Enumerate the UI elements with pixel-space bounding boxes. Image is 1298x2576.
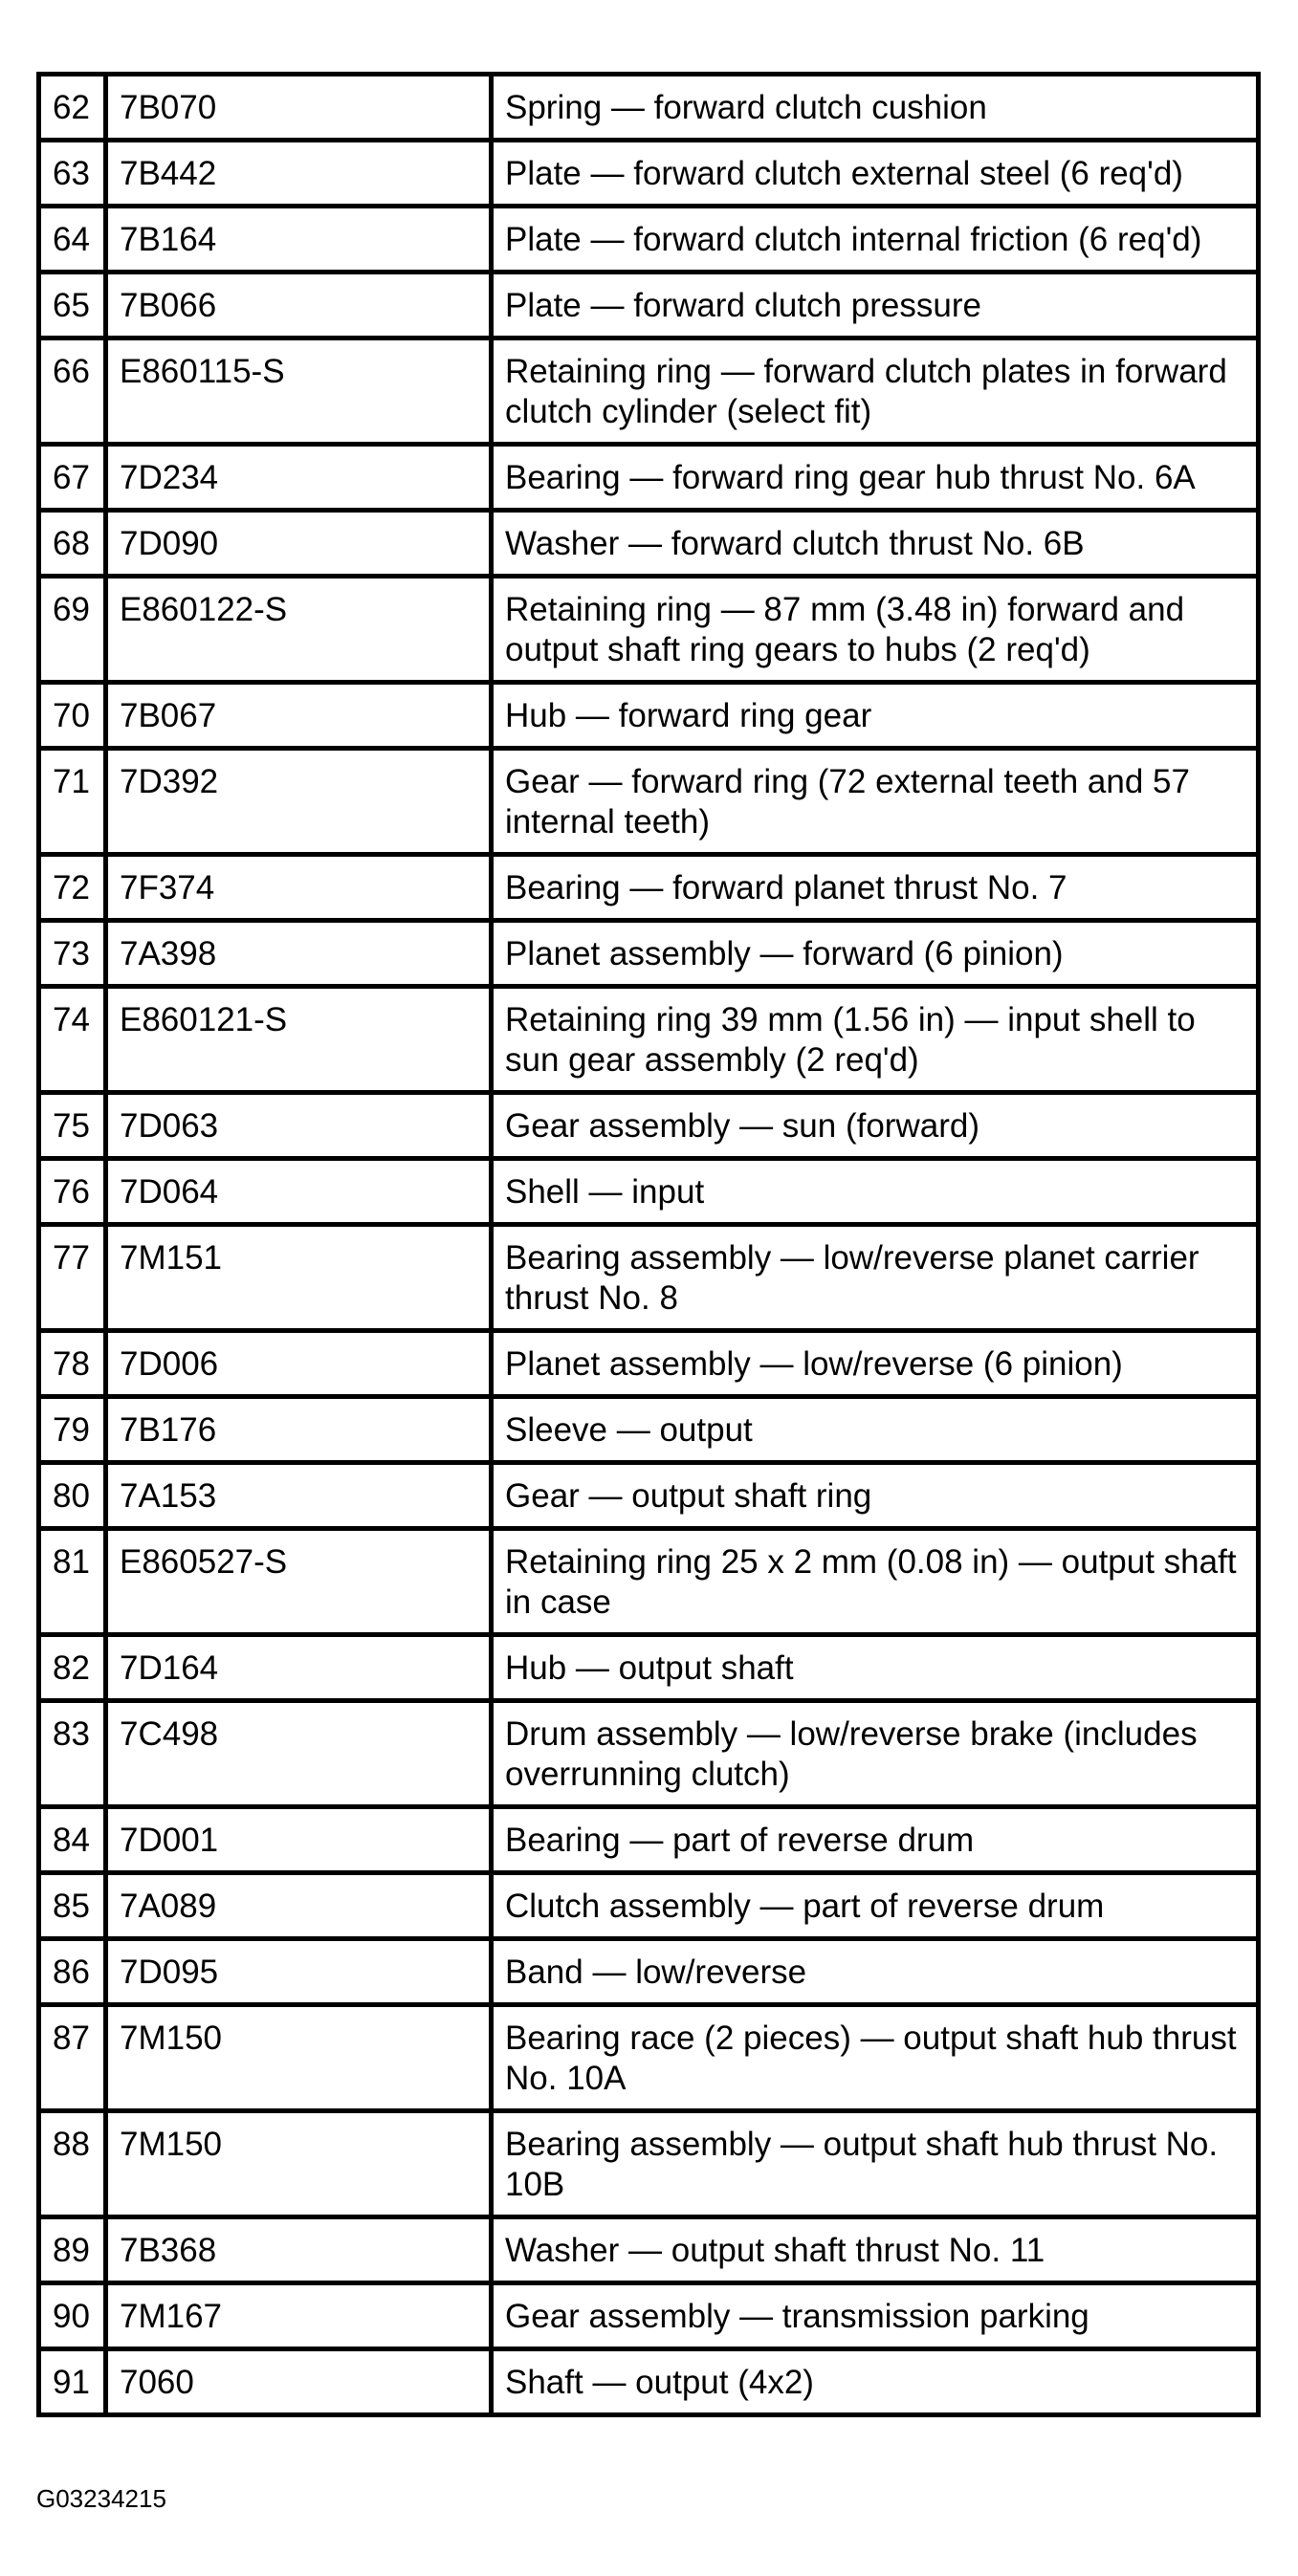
item-number-cell: 66 <box>39 338 106 445</box>
part-number-cell: 7060 <box>106 2349 492 2415</box>
item-number-cell: 68 <box>39 511 106 577</box>
item-number-cell: 65 <box>39 273 106 338</box>
description-cell: Hub — output shaft <box>492 1635 1259 1701</box>
description-cell: Bearing race (2 pieces) — output shaft hub thrust No. 10A <box>492 2005 1259 2111</box>
part-number-cell: 7M151 <box>106 1225 492 1331</box>
part-number-cell: 7M167 <box>106 2283 492 2349</box>
description-cell: Plate — forward clutch external steel (6 req'd) <box>492 141 1259 207</box>
table-row <box>39 273 1259 338</box>
part-number-cell: 7B164 <box>106 207 492 273</box>
table-row <box>39 1807 1259 1873</box>
item-number-cell: 85 <box>39 1873 106 1939</box>
description-cell: Hub — forward ring gear <box>492 683 1259 749</box>
table-row <box>39 141 1259 207</box>
table-row <box>39 2349 1259 2415</box>
item-number-cell: 67 <box>39 445 106 511</box>
table-row <box>39 1939 1259 2005</box>
item-number-cell: 78 <box>39 1331 106 1397</box>
part-number-cell: 7A153 <box>106 1463 492 1529</box>
description-cell: Retaining ring — 87 mm (3.48 in) forward and output shaft ring gears to hubs (2 req'd) <box>492 577 1259 683</box>
description-cell: Shaft — output (4x2) <box>492 2349 1259 2415</box>
description-cell: Bearing — part of reverse drum <box>492 1807 1259 1873</box>
item-number-cell: 75 <box>39 1093 106 1159</box>
part-number-cell: 7M150 <box>106 2111 492 2217</box>
part-number-cell: 7D234 <box>106 445 492 511</box>
item-number-cell: 82 <box>39 1635 106 1701</box>
table-row <box>39 207 1259 273</box>
part-number-cell: E860527-S <box>106 1529 492 1635</box>
description-cell: Gear assembly — sun (forward) <box>492 1093 1259 1159</box>
table-row <box>39 855 1259 921</box>
description-cell: Bearing assembly — output shaft hub thrust No. 10B <box>492 2111 1259 2217</box>
part-number-cell: 7B442 <box>106 141 492 207</box>
table-row <box>39 987 1259 1093</box>
part-number-cell: 7D164 <box>106 1635 492 1701</box>
figure-id: G03234215 <box>36 2484 166 2513</box>
table-row <box>39 749 1259 855</box>
table-row <box>39 445 1259 511</box>
item-number-cell: 91 <box>39 2349 106 2415</box>
item-number-cell: 71 <box>39 749 106 855</box>
description-cell: Retaining ring — forward clutch plates in forward clutch cylinder (select fit) <box>492 338 1259 445</box>
description-cell: Planet assembly — low/reverse (6 pinion) <box>492 1331 1259 1397</box>
part-number-cell: 7B067 <box>106 683 492 749</box>
part-number-cell: 7D006 <box>106 1331 492 1397</box>
part-number-cell: E860121-S <box>106 987 492 1093</box>
parts-table-body <box>39 75 1259 2415</box>
description-cell: Bearing — forward ring gear hub thrust No. 6A <box>492 445 1259 511</box>
item-number-cell: 89 <box>39 2217 106 2283</box>
table-row <box>39 2005 1259 2111</box>
table-row <box>39 1701 1259 1807</box>
table-row <box>39 1529 1259 1635</box>
description-cell: Washer — forward clutch thrust No. 6B <box>492 511 1259 577</box>
part-number-cell: 7C498 <box>106 1701 492 1807</box>
item-number-cell: 76 <box>39 1159 106 1225</box>
part-number-cell: 7M150 <box>106 2005 492 2111</box>
part-number-cell: 7D095 <box>106 1939 492 2005</box>
item-number-cell: 63 <box>39 141 106 207</box>
item-number-cell: 81 <box>39 1529 106 1635</box>
part-number-cell: 7A398 <box>106 921 492 987</box>
part-number-cell: 7D064 <box>106 1159 492 1225</box>
description-cell: Washer — output shaft thrust No. 11 <box>492 2217 1259 2283</box>
table-row <box>39 1331 1259 1397</box>
table-row <box>39 921 1259 987</box>
part-number-cell: E860115-S <box>106 338 492 445</box>
part-number-cell: 7D090 <box>106 511 492 577</box>
table-row <box>39 75 1259 141</box>
part-number-cell: 7B176 <box>106 1397 492 1463</box>
item-number-cell: 87 <box>39 2005 106 2111</box>
item-number-cell: 77 <box>39 1225 106 1331</box>
description-cell: Plate — forward clutch internal friction (6 req'd) <box>492 207 1259 273</box>
table-row <box>39 1397 1259 1463</box>
description-cell: Planet assembly — forward (6 pinion) <box>492 921 1259 987</box>
table-row <box>39 1873 1259 1939</box>
table-row <box>39 511 1259 577</box>
part-number-cell: 7A089 <box>106 1873 492 1939</box>
table-row <box>39 2111 1259 2217</box>
item-number-cell: 69 <box>39 577 106 683</box>
item-number-cell: 86 <box>39 1939 106 2005</box>
description-cell: Retaining ring 25 x 2 mm (0.08 in) — output shaft in case <box>492 1529 1259 1635</box>
description-cell: Drum assembly — low/reverse brake (includes overrunning clutch) <box>492 1701 1259 1807</box>
item-number-cell: 70 <box>39 683 106 749</box>
table-row <box>39 1093 1259 1159</box>
table-row <box>39 683 1259 749</box>
description-cell: Gear — output shaft ring <box>492 1463 1259 1529</box>
item-number-cell: 88 <box>39 2111 106 2217</box>
item-number-cell: 84 <box>39 1807 106 1873</box>
part-number-cell: 7B066 <box>106 273 492 338</box>
part-number-cell: 7B368 <box>106 2217 492 2283</box>
item-number-cell: 74 <box>39 987 106 1093</box>
description-cell: Shell — input <box>492 1159 1259 1225</box>
description-cell: Retaining ring 39 mm (1.56 in) — input shell to sun gear assembly (2 req'd) <box>492 987 1259 1093</box>
item-number-cell: 64 <box>39 207 106 273</box>
part-number-cell: 7D001 <box>106 1807 492 1873</box>
table-row <box>39 577 1259 683</box>
table-row <box>39 338 1259 445</box>
description-cell: Clutch assembly — part of reverse drum <box>492 1873 1259 1939</box>
item-number-cell: 90 <box>39 2283 106 2349</box>
table-row <box>39 1159 1259 1225</box>
item-number-cell: 73 <box>39 921 106 987</box>
description-cell: Spring — forward clutch cushion <box>492 75 1259 141</box>
table-row <box>39 1635 1259 1701</box>
description-cell: Plate — forward clutch pressure <box>492 273 1259 338</box>
part-number-cell: E860122-S <box>106 577 492 683</box>
table-row <box>39 2217 1259 2283</box>
item-number-cell: 80 <box>39 1463 106 1529</box>
description-cell: Gear — forward ring (72 external teeth and 57 internal teeth) <box>492 749 1259 855</box>
item-number-cell: 72 <box>39 855 106 921</box>
table-row <box>39 2283 1259 2349</box>
item-number-cell: 83 <box>39 1701 106 1807</box>
description-cell: Bearing assembly — low/reverse planet carrier thrust No. 8 <box>492 1225 1259 1331</box>
table-row <box>39 1225 1259 1331</box>
table-row <box>39 1463 1259 1529</box>
parts-table <box>36 72 1261 2417</box>
part-number-cell: 7D063 <box>106 1093 492 1159</box>
description-cell: Gear assembly — transmission parking <box>492 2283 1259 2349</box>
part-number-cell: 7F374 <box>106 855 492 921</box>
description-cell: Sleeve — output <box>492 1397 1259 1463</box>
part-number-cell: 7B070 <box>106 75 492 141</box>
description-cell: Bearing — forward planet thrust No. 7 <box>492 855 1259 921</box>
part-number-cell: 7D392 <box>106 749 492 855</box>
item-number-cell: 62 <box>39 75 106 141</box>
item-number-cell: 79 <box>39 1397 106 1463</box>
description-cell: Band — low/reverse <box>492 1939 1259 2005</box>
